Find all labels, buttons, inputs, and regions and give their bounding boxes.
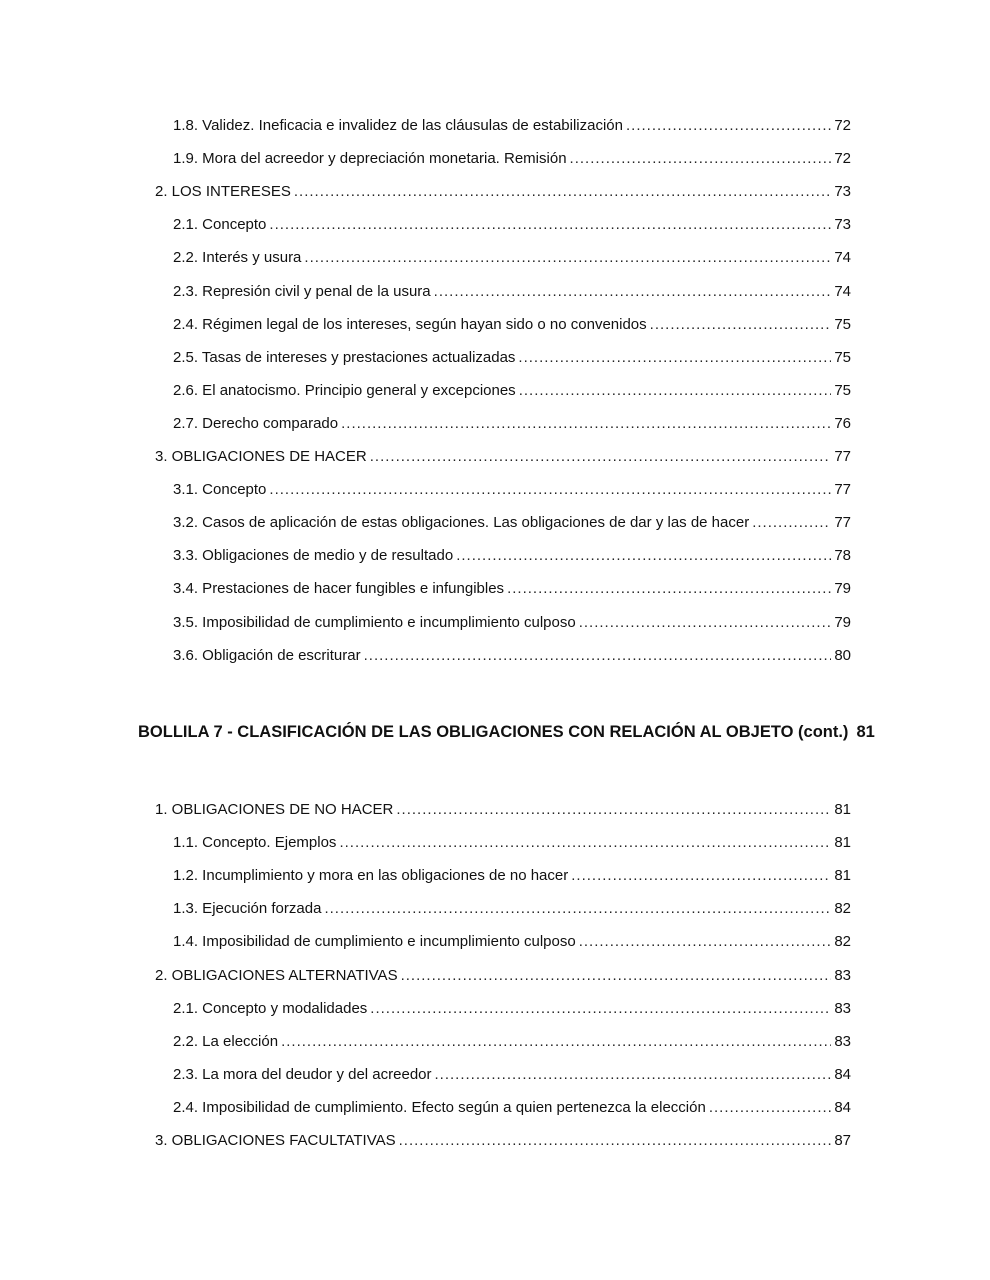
toc-entry-page-number: 77 <box>834 514 851 532</box>
toc-entry-sub[interactable] <box>173 998 851 1020</box>
toc-entry-title: 1.3. Ejecución forzada <box>173 900 322 918</box>
toc-entry-page-number: 82 <box>834 933 851 951</box>
toc-entry-title: 3.3. Obligaciones de medio y de resultado <box>173 547 454 565</box>
toc-entry-title: 2.1. Concepto <box>173 216 267 234</box>
toc-entry-sub[interactable] <box>173 578 851 600</box>
toc-entry-title: 1.1. Concepto. Ejemplos <box>173 834 337 852</box>
toc-chapter-heading-title: BOLLILA 7 - CLASIFICACIÓN DE LAS OBLIGACIONES CON RELACIÓN AL OBJETO (cont.) <box>138 723 849 741</box>
toc-leader-dots <box>339 832 831 854</box>
toc-leader-dots <box>281 1031 831 1053</box>
toc-entry-page-number: 75 <box>834 315 851 333</box>
toc-chapter-heading-page: 81 <box>856 723 875 741</box>
toc-entry-sub[interactable] <box>173 1064 851 1086</box>
toc-entry-page-number: 76 <box>834 414 851 432</box>
toc-entry-page-number: 81 <box>834 834 851 852</box>
toc-entry-title: 1.8. Validez. Ineficacia e invalidez de las cláusulas de estabilización <box>173 117 623 134</box>
toc-entry-main[interactable] <box>155 181 851 203</box>
toc-entry-title: 2. OBLIGACIONES ALTERNATIVAS <box>155 966 398 984</box>
toc-entry-page-number: 73 <box>834 183 851 201</box>
toc-leader-dots <box>294 181 831 203</box>
toc-entry-page-number: 74 <box>834 249 851 267</box>
toc-entry-sub[interactable] <box>173 931 851 953</box>
toc-entry-main[interactable] <box>155 965 851 987</box>
toc-entry-title: 3.4. Prestaciones de hacer fungibles e infungibles <box>173 580 505 598</box>
toc-leader-dots <box>370 446 832 468</box>
toc-leader-dots <box>626 115 831 137</box>
toc-entry-sub[interactable] <box>173 1031 851 1053</box>
toc-leader-dots <box>434 281 832 303</box>
toc-leader-dots <box>399 1130 832 1152</box>
toc-entry-page-number: 77 <box>834 481 851 499</box>
toc-entry-page-number: 83 <box>834 999 851 1017</box>
toc-entry-page-number: 82 <box>834 900 851 918</box>
toc-entry-page-number: 74 <box>834 282 851 300</box>
toc-entry-sub[interactable] <box>173 380 851 402</box>
toc-entry-page-number: 80 <box>834 646 851 664</box>
toc-entry-title: 2.6. El anatocismo. Principio general y excepciones <box>173 381 516 399</box>
toc-entry-sub[interactable] <box>173 832 851 854</box>
toc-entry-sub[interactable] <box>173 512 851 534</box>
toc-entry-main[interactable] <box>155 799 851 821</box>
toc-entry-page-number: 84 <box>834 1065 851 1083</box>
toc-entry-title: 3.6. Obligación de escriturar <box>173 646 361 664</box>
toc-entry-page-number: 84 <box>834 1098 851 1116</box>
toc-entry-page-number: 83 <box>834 966 851 984</box>
toc-entry-sub[interactable] <box>173 413 851 435</box>
toc-entry-title: 1.4. Imposibilidad de cumplimiento e incumplimiento culposo <box>173 933 576 951</box>
toc-leader-dots <box>370 998 831 1020</box>
toc-entry-page-number: 72 <box>834 150 851 168</box>
toc-entry-page-number: 78 <box>834 547 851 565</box>
toc-entry-main[interactable] <box>155 1130 851 1152</box>
toc-leader-dots <box>435 1064 832 1086</box>
toc-leader-dots <box>519 380 832 402</box>
toc-entry-page-number: 81 <box>834 867 851 885</box>
toc-entry-title: 3. OBLIGACIONES DE HACER <box>155 448 367 465</box>
toc-leader-dots <box>752 512 831 534</box>
toc-entry-page-number: 79 <box>834 580 851 598</box>
toc-leader-dots <box>456 545 831 567</box>
toc-leader-dots <box>507 578 831 600</box>
toc-entry-title: 2.4. Imposibilidad de cumplimiento. Efecto según a quien pertenezca la elección <box>173 1098 706 1116</box>
toc-entry-sub[interactable] <box>173 148 851 170</box>
toc-entry-title: 2.7. Derecho comparado <box>173 414 339 432</box>
toc-entry-page-number: 87 <box>834 1132 851 1149</box>
toc-leader-dots <box>650 314 832 336</box>
toc-leader-dots <box>396 799 831 821</box>
toc-entry-sub[interactable] <box>173 898 851 920</box>
toc-entry-title: 2.1. Concepto y modalidades <box>173 999 368 1017</box>
toc-entry-page-number: 83 <box>834 1032 851 1050</box>
toc-entry-page-number: 75 <box>834 381 851 399</box>
toc-leader-dots <box>579 931 832 953</box>
toc-entry-sub[interactable] <box>173 545 851 567</box>
toc-leader-dots <box>304 247 831 269</box>
toc-leader-dots <box>518 347 831 369</box>
toc-entry-sub[interactable] <box>173 612 851 634</box>
toc-entry-page-number: 81 <box>834 801 851 818</box>
toc-leader-dots <box>401 965 832 987</box>
toc-entry-title: 1. OBLIGACIONES DE NO HACER <box>155 801 394 818</box>
toc-entry-title: 1.9. Mora del acreedor y depreciación monetaria. Remisión <box>173 150 567 168</box>
toc-leader-dots <box>579 612 832 634</box>
toc-entry-page-number: 79 <box>834 613 851 631</box>
toc-entry-sub[interactable] <box>173 115 851 137</box>
toc-entry-title: 3. OBLIGACIONES FACULTATIVAS <box>155 1132 396 1149</box>
toc-leader-dots <box>269 214 831 236</box>
toc-entry-page-number: 75 <box>834 348 851 366</box>
toc-leader-dots <box>571 865 831 887</box>
toc-entry-title: 3.1. Concepto <box>173 481 267 499</box>
toc-entry-page-number: 73 <box>834 216 851 234</box>
toc-entry-page-number: 72 <box>834 117 851 134</box>
toc-entry-sub[interactable] <box>173 281 851 303</box>
toc-entry-sub[interactable] <box>173 865 851 887</box>
toc-entry-sub[interactable] <box>173 214 851 236</box>
toc-entry-sub[interactable] <box>173 347 851 369</box>
toc-entry-title: 2.2. La elección <box>173 1032 279 1050</box>
toc-entry-sub[interactable] <box>173 1097 851 1119</box>
toc-entry-title: 1.2. Incumplimiento y mora en las obligaciones de no hacer <box>173 867 569 885</box>
toc-entry-title: 2.2. Interés y usura <box>173 249 302 267</box>
toc-leader-dots <box>570 148 832 170</box>
toc-entry-title: 2.5. Tasas de intereses y prestaciones actualizadas <box>173 348 516 366</box>
toc-chapter-heading[interactable] <box>138 719 875 745</box>
toc-leader-dots <box>324 898 831 920</box>
toc-entry-main[interactable] <box>155 446 851 468</box>
toc-entry-title: 3.2. Casos de aplicación de estas obligaciones. Las obligaciones de dar y las de hacer <box>173 514 750 532</box>
toc-leader-dots <box>269 479 831 501</box>
toc-entry-sub[interactable] <box>173 247 851 269</box>
toc-leader-dots <box>709 1097 831 1119</box>
toc-entry-title: 2.3. Represión civil y penal de la usura <box>173 282 431 300</box>
toc-entry-title: 2.4. Régimen legal de los intereses, según hayan sido o no convenidos <box>173 315 647 333</box>
toc-leader-dots <box>364 645 832 667</box>
toc-entry-title: 2. LOS INTERESES <box>155 183 291 201</box>
toc-entry-title: 3.5. Imposibilidad de cumplimiento e incumplimiento culposo <box>173 613 576 631</box>
toc-entry-title: 2.3. La mora del deudor y del acreedor <box>173 1065 432 1083</box>
toc-entry-sub[interactable] <box>173 645 851 667</box>
toc-entry-page-number: 77 <box>834 448 851 465</box>
toc-leader-dots <box>341 413 831 435</box>
toc-entry-sub[interactable] <box>173 479 851 501</box>
toc-entry-sub[interactable] <box>173 314 851 336</box>
